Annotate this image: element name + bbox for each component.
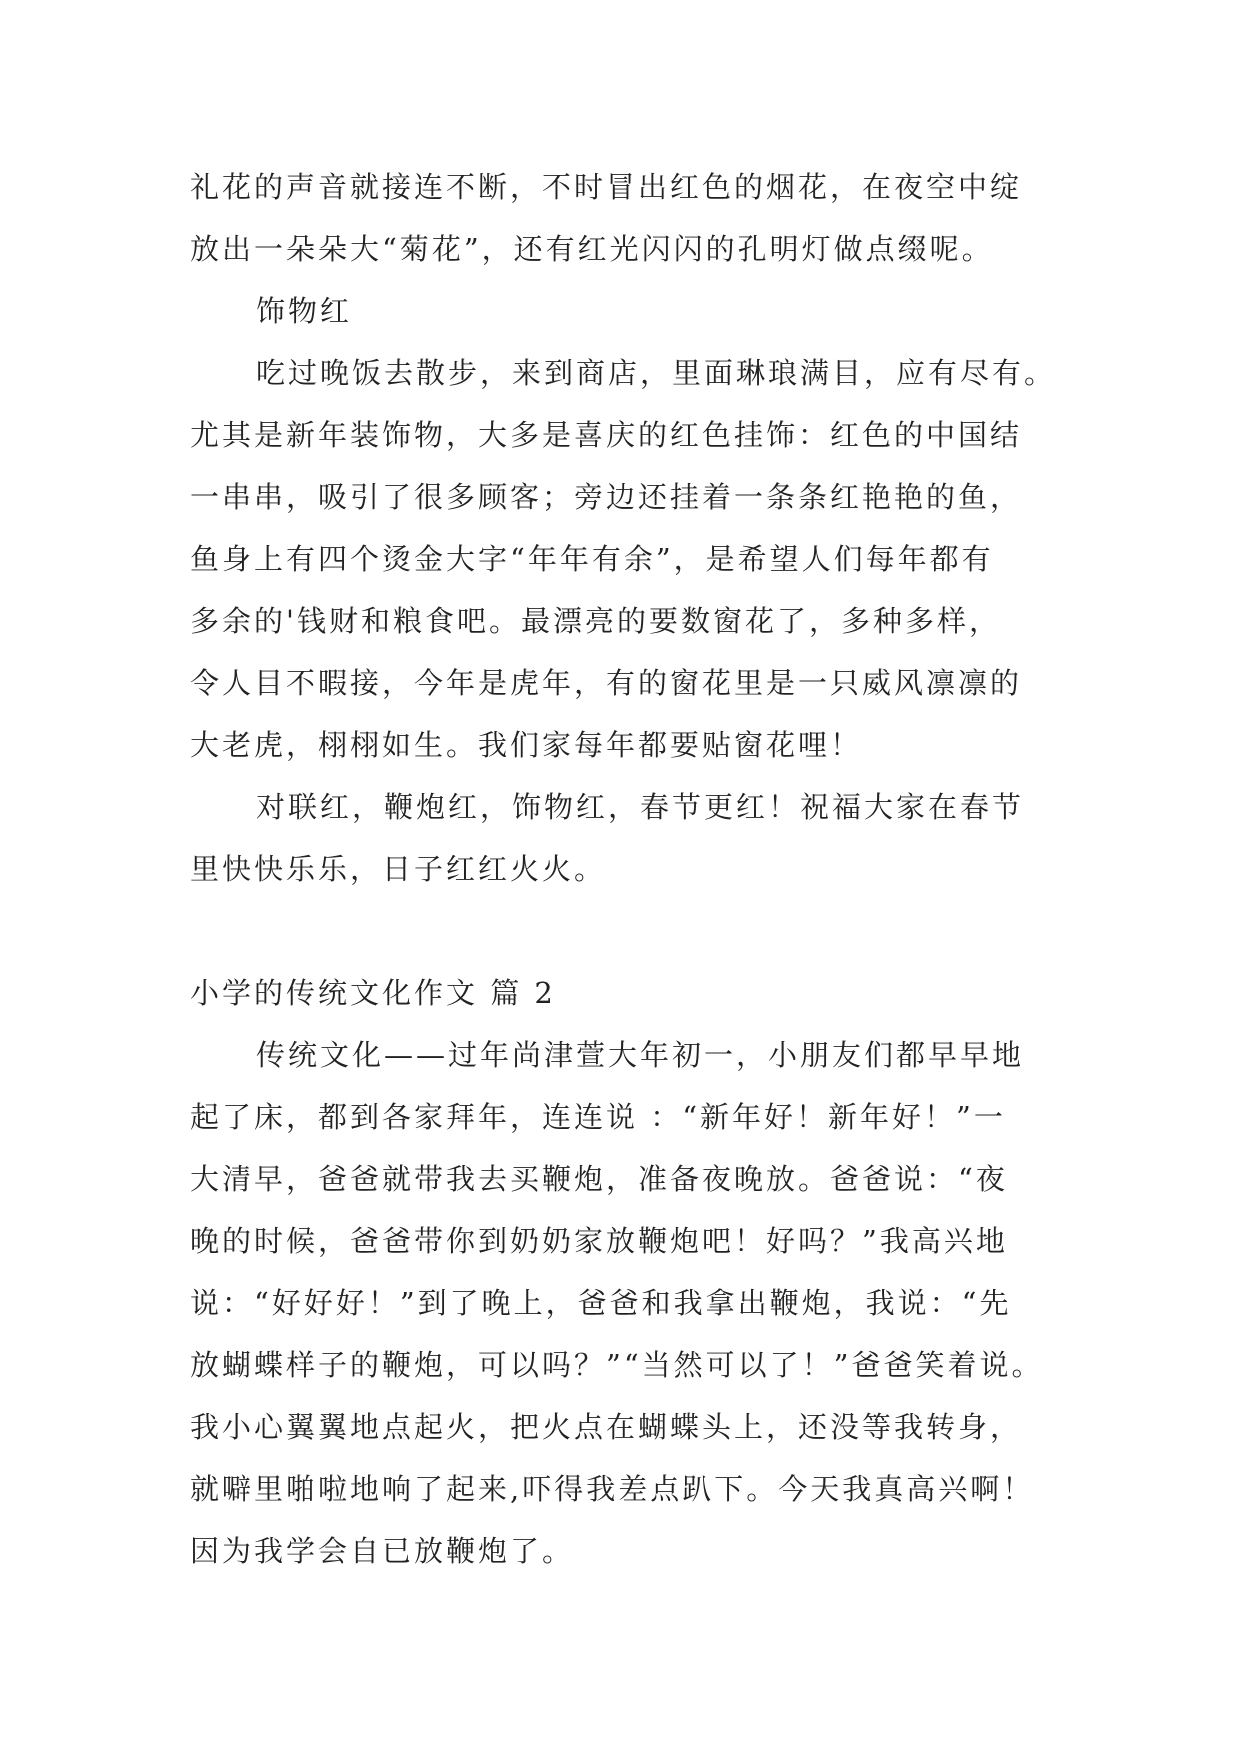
paragraph-fireworks xyxy=(190,156,1052,280)
section-gap xyxy=(190,900,1052,962)
text-line: 一串串，吸引了很多顾客；旁边还挂着一条条红艳艳的鱼， xyxy=(190,480,1023,514)
text-line: 说：“好好好！”到了晚上，爸爸和我拿出鞭炮，我说：“先 xyxy=(190,1286,1012,1320)
text-line: 传统文化——过年尚津萱大年初一，小朋友们都早早地 xyxy=(256,1038,1025,1072)
paragraph-firecrackers xyxy=(190,1024,1052,1582)
text-line: 吃过晚饭去散步，来到商店，里面琳琅满目，应有尽有。 xyxy=(256,356,1057,390)
text-line: 因为我学会自已放鞭炮了。 xyxy=(190,1534,575,1568)
paragraph-conclusion xyxy=(190,776,1052,900)
section-title: 小学的传统文化作文 篇 2 xyxy=(190,976,556,1010)
text-line: 鱼身上有四个烫金大字“年年有余”，是希望人们每年都有 xyxy=(190,542,994,576)
text-line: 我小心翼翼地点起火，把火点在蝴蝶头上，还没等我转身， xyxy=(190,1410,1023,1444)
text-line: 里快快乐乐，日子红红火火。 xyxy=(190,852,607,886)
text-line: 礼花的声音就接连不断，不时冒出红色的烟花，在夜空中绽 xyxy=(190,170,1023,204)
text-line: 令人目不暇接，今年是虎年，有的窗花里是一只威风凛凛的 xyxy=(190,666,1023,700)
essay-body xyxy=(190,156,1057,1582)
text-line: 放出一朵朵大“菊花”，还有红光闪闪的孔明灯做点缀呢。 xyxy=(190,232,994,266)
text-line: 放蝴蝶样子的鞭炮，可以吗？”“当然可以了！”爸爸笑着说。 xyxy=(190,1348,1044,1382)
text-line: 起了床，都到各家拜年，连连说 ：“新年好！新年好！”一 xyxy=(190,1100,1006,1134)
text-line: 对联红，鞭炮红，饰物红，春节更红！祝福大家在春节 xyxy=(256,790,1025,824)
paragraph-decorations xyxy=(190,342,1057,776)
text-line: 大老虎，栩栩如生。我们家每年都要贴窗花哩！ xyxy=(190,728,863,762)
subheading-decorations-red: 饰物红 xyxy=(256,294,353,328)
text-line: 多余的'钱财和粮食吧。最漂亮的要数窗花了，多种多样， xyxy=(190,604,1001,638)
text-line: 大清早，爸爸就带我去买鞭炮，准备夜晚放。爸爸说：“夜 xyxy=(190,1162,1008,1196)
text-line: 尤其是新年装饰物，大多是喜庆的红色挂饰：红色的中国结 xyxy=(190,418,1023,452)
text-line: 就噼里啪啦地响了起来,吓得我差点趴下。今天我真高兴啊！ xyxy=(190,1472,1035,1506)
text-line: 晚的时候，爸爸带你到奶奶家放鞭炮吧！好吗？”我高兴地 xyxy=(190,1224,1008,1258)
